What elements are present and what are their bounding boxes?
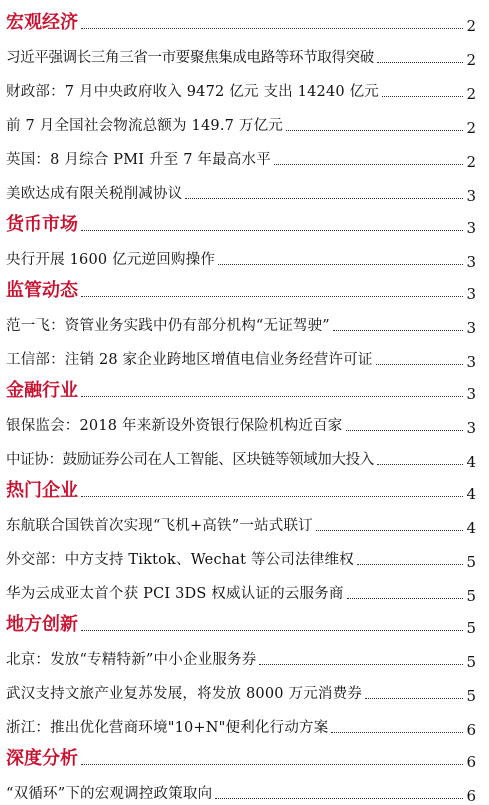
toc-entry[interactable] bbox=[6, 671, 476, 705]
page-number: 4 bbox=[466, 453, 476, 471]
entry-title: 浙江：推出优化营商环境"10+N"便利化行动方案 bbox=[6, 720, 329, 736]
dot-leader bbox=[365, 698, 463, 699]
toc-section-heading[interactable] bbox=[6, 3, 476, 35]
dot-leader bbox=[215, 798, 463, 799]
toc-entry[interactable] bbox=[6, 303, 476, 337]
dot-leader bbox=[81, 764, 463, 765]
dot-leader bbox=[185, 198, 463, 199]
entry-title: 英国：8 月综合 PMI 升至 7 年最高水平 bbox=[6, 152, 271, 168]
dot-leader bbox=[376, 364, 464, 365]
dot-leader bbox=[377, 464, 464, 465]
toc-entry[interactable] bbox=[6, 137, 476, 171]
toc-section-heading[interactable] bbox=[6, 271, 476, 303]
toc-section-heading[interactable] bbox=[6, 371, 476, 403]
dot-leader bbox=[81, 28, 463, 29]
toc-entry[interactable] bbox=[6, 403, 476, 437]
toc-entry[interactable] bbox=[6, 771, 476, 805]
entry-title: 工信部：注销 28 家企业跨地区增值电信业务经营许可证 bbox=[6, 352, 373, 368]
entry-title: 前 7 月全国社会物流总额为 149.7 万亿元 bbox=[6, 118, 283, 134]
dot-leader bbox=[259, 664, 463, 665]
page-number: 3 bbox=[466, 353, 476, 371]
dot-leader bbox=[81, 630, 463, 631]
toc-entry[interactable] bbox=[6, 571, 476, 605]
page-number: 3 bbox=[466, 219, 476, 237]
toc-entry[interactable] bbox=[6, 537, 476, 571]
section-title: 货币市场 bbox=[6, 214, 78, 235]
toc-entry[interactable] bbox=[6, 171, 476, 205]
dot-leader bbox=[333, 330, 464, 331]
page-number: 3 bbox=[466, 385, 476, 403]
entry-title: 中证协：鼓励证券公司在人工智能、区块链等领域加大投入 bbox=[6, 452, 374, 468]
toc-entry[interactable] bbox=[6, 337, 476, 371]
entry-title: 习近平强调长三角三省一市要聚焦集成电路等环节取得突破 bbox=[6, 50, 374, 66]
page-number: 5 bbox=[466, 653, 476, 671]
toc-section-heading[interactable] bbox=[6, 471, 476, 503]
page-number: 3 bbox=[466, 285, 476, 303]
dot-leader bbox=[316, 530, 464, 531]
dot-leader bbox=[274, 164, 464, 165]
page-number: 3 bbox=[466, 253, 476, 271]
page-number: 4 bbox=[466, 485, 476, 503]
page-number: 3 bbox=[466, 319, 476, 337]
page-number: 6 bbox=[466, 753, 476, 771]
entry-title: “双循环”下的宏观调控政策取向 bbox=[6, 786, 213, 802]
page-number: 2 bbox=[466, 85, 476, 103]
entry-title: 东航联合国铁首次实现“飞机+高铁”一站式联订 bbox=[6, 518, 313, 534]
page-number: 5 bbox=[466, 619, 476, 637]
page-number: 2 bbox=[466, 17, 476, 35]
dot-leader bbox=[347, 598, 464, 599]
dot-leader bbox=[286, 130, 463, 131]
page-number: 5 bbox=[466, 687, 476, 705]
toc-entry[interactable] bbox=[6, 237, 476, 271]
page-number: 3 bbox=[466, 419, 476, 437]
dot-leader bbox=[357, 564, 464, 565]
table-of-contents bbox=[6, 3, 476, 805]
section-title: 热门企业 bbox=[6, 480, 78, 501]
page-number: 3 bbox=[466, 187, 476, 205]
entry-title: 北京：发放“专精特新”中小企业服务券 bbox=[6, 652, 257, 668]
dot-leader bbox=[346, 430, 464, 431]
dot-leader bbox=[331, 732, 463, 733]
toc-section-heading[interactable] bbox=[6, 605, 476, 637]
dot-leader bbox=[81, 496, 463, 497]
toc-entry[interactable] bbox=[6, 705, 476, 739]
toc-entry[interactable] bbox=[6, 103, 476, 137]
page-number: 2 bbox=[466, 119, 476, 137]
entry-title: 财政部：7 月中央政府收入 9472 亿元 支出 14240 亿元 bbox=[6, 84, 380, 100]
dot-leader bbox=[81, 396, 463, 397]
toc-section-heading[interactable] bbox=[6, 739, 476, 771]
toc-entry[interactable] bbox=[6, 503, 476, 537]
page-number: 5 bbox=[466, 553, 476, 571]
page-number: 4 bbox=[466, 519, 476, 537]
entry-title: 华为云成亚太首个获 PCI 3DS 权威认证的云服务商 bbox=[6, 586, 344, 602]
dot-leader bbox=[81, 296, 463, 297]
page-number: 6 bbox=[466, 721, 476, 739]
entry-title: 范一飞：资管业务实践中仍有部分机构“无证驾驶” bbox=[6, 318, 330, 334]
toc-entry[interactable] bbox=[6, 35, 476, 69]
dot-leader bbox=[382, 96, 463, 97]
dot-leader bbox=[81, 230, 463, 231]
section-title: 金融行业 bbox=[6, 380, 78, 401]
entry-title: 央行开展 1600 亿元逆回购操作 bbox=[6, 252, 216, 268]
page-number: 2 bbox=[466, 51, 476, 69]
entry-title: 银保监会：2018 年来新设外资银行保险机构近百家 bbox=[6, 418, 343, 434]
page-number: 2 bbox=[466, 153, 476, 171]
section-title: 监管动态 bbox=[6, 280, 78, 301]
page-number: 6 bbox=[466, 787, 476, 805]
dot-leader bbox=[377, 62, 464, 63]
entry-title: 武汉支持文旅产业复苏发展，将发放 8000 万元消费券 bbox=[6, 686, 363, 702]
section-title: 地方创新 bbox=[6, 614, 78, 635]
section-title: 宏观经济 bbox=[6, 12, 78, 33]
dot-leader bbox=[218, 264, 463, 265]
section-title: 深度分析 bbox=[6, 748, 78, 769]
page-number: 5 bbox=[466, 587, 476, 605]
toc-entry[interactable] bbox=[6, 637, 476, 671]
toc-entry[interactable] bbox=[6, 437, 476, 471]
toc-entry[interactable] bbox=[6, 69, 476, 103]
entry-title: 外交部：中方支持 Tiktok、Wechat 等公司法律维权 bbox=[6, 552, 354, 568]
entry-title: 美欧达成有限关税削减协议 bbox=[6, 186, 183, 202]
toc-section-heading[interactable] bbox=[6, 205, 476, 237]
